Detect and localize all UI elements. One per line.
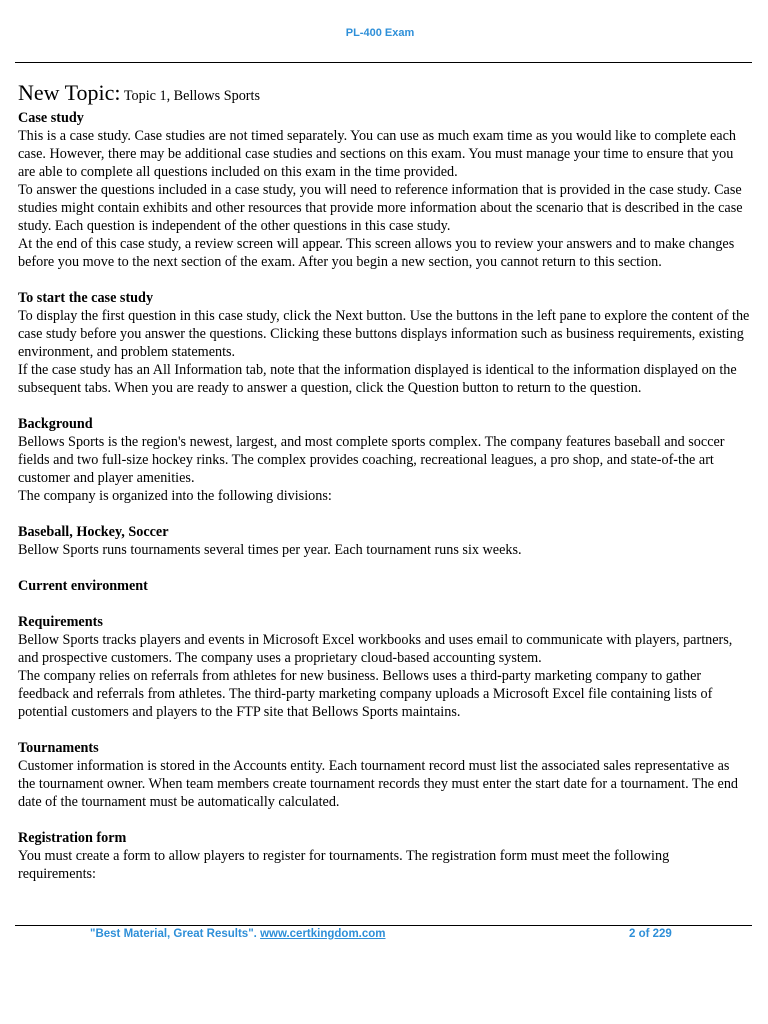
paragraph: If the case study has an All Information tab, note that the information displayed is identical to the information displayed on the subsequent tabs. When you are ready to answer a question, click the Question button to return to the question.: [18, 362, 737, 396]
footer-divider: [15, 925, 752, 926]
spacer: [18, 595, 750, 613]
spacer: [18, 271, 750, 289]
paragraph: You must create a form to allow players to register for tournaments. The registration form must meet the following requirements:: [18, 848, 670, 882]
topic-name: Topic 1, Bellows Sports: [123, 88, 260, 104]
paragraph: Bellows Sports is the region's newest, largest, and most complete sports complex. The company features baseball and soccer fields and two full-size hockey rinks. The complex provides coaching, recreational leagues, a pro shop, and state-of-the art customer and player amenities.: [18, 434, 725, 486]
section-heading-registration: Registration form: [18, 830, 127, 846]
section-heading-case-study: Case study: [18, 110, 84, 126]
footer-website-link[interactable]: www.certkingdom.com: [260, 928, 386, 940]
section-heading-start: To start the case study: [18, 290, 154, 306]
section-heading-requirements: Requirements: [18, 614, 103, 630]
spacer: [18, 505, 750, 523]
spacer: [18, 559, 750, 577]
section-heading-background: Background: [18, 416, 93, 432]
paragraph: The company is organized into the following divisions:: [18, 488, 332, 504]
header-divider: [15, 62, 752, 63]
paragraph: To display the first question in this case study, click the Next button. Use the buttons in the left pane to explore the content of the case study before you answer the questions. Clicking these buttons displays information such as business requirements, existing environment, and problem statements.: [18, 308, 750, 360]
topic-prefix: New Topic:: [18, 80, 121, 105]
topic-heading: [18, 80, 750, 109]
page-number: 2 of 229: [629, 928, 672, 940]
section-heading-divisions: Baseball, Hockey, Soccer: [18, 524, 169, 540]
spacer: [18, 721, 750, 739]
document-body: [18, 80, 750, 883]
paragraph: Bellow Sports runs tournaments several times per year. Each tournament runs six weeks.: [18, 542, 522, 558]
footer-slogan-group: [90, 928, 386, 940]
paragraph: Bellow Sports tracks players and events in Microsoft Excel workbooks and uses email to communicate with players, partners, and prospective customers. The company uses a proprietary cloud-based accounting system.: [18, 632, 733, 666]
section-heading-tournaments: Tournaments: [18, 740, 99, 756]
section-heading-current-environment: Current environment: [18, 578, 148, 594]
paragraph: At the end of this case study, a review screen will appear. This screen allows you to review your answers and to make changes before you move to the next section of the exam. After you begin a new section, you cannot return to this section.: [18, 236, 735, 270]
paragraph: The company relies on referrals from athletes for new business. Bellows uses a third-party marketing company to gather feedback and referrals from athletes. The third-party marketing company uploads a Microsoft Excel file containing lists of potential customers and players to the FTP site that Bellows Sports maintains.: [18, 668, 713, 720]
spacer: [18, 811, 750, 829]
page-header-title: PL-400 Exam: [345, 27, 415, 39]
paragraph: To answer the questions included in a case study, you will need to reference information that is provided in the case study. Case studies might contain exhibits and other resources that provide more information about the scenario that is described in the case study. Each question is independent of the other questions in this case study.: [18, 182, 743, 234]
footer-slogan: "Best Material, Great Results".: [90, 928, 257, 940]
spacer: [18, 397, 750, 415]
paragraph: This is a case study. Case studies are not timed separately. You can use as much exam time as you would like to complete each case. However, there may be additional case studies and sections on this exam. You must manage your time to ensure that you are able to complete all questions included on this exam in the time provided.: [18, 128, 736, 180]
paragraph: Customer information is stored in the Accounts entity. Each tournament record must list the associated sales representative as the tournament owner. When team members create tournament records they must enter the start date for a tournament. The end date of the tournament must be automatically calculated.: [18, 758, 739, 810]
